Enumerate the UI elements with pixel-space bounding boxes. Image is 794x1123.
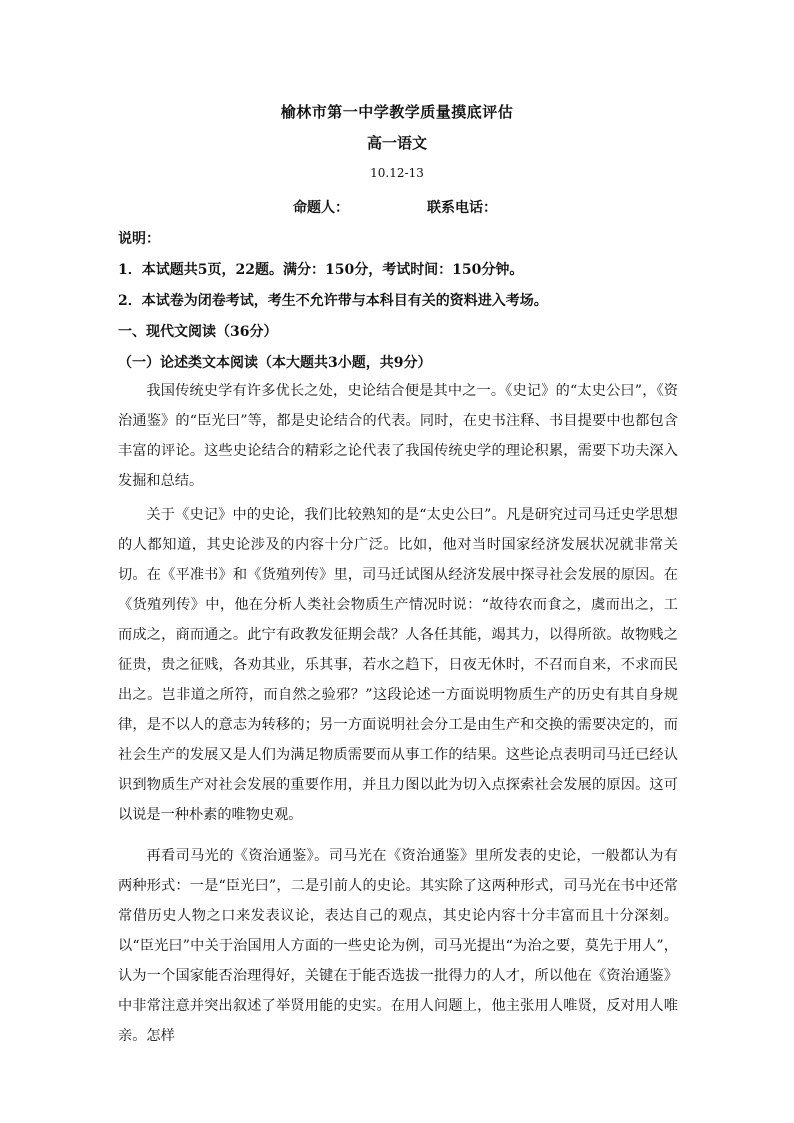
author-label: 命题人： [293,200,349,216]
instruction-item: 2．本试卷为闭卷考试，考生不允许带与本科目有关的资料进入考场。 [118,293,548,309]
body-paragraph: 关于《史记》中的史论，我们比较熟知的是“太史公曰”。凡是研究过司马迁史学思想的人都知道，其史论涉及的内容十分广泛。比如，他对当时国家经济发展状况就非常关切。在《平准书》和《货殖列传》里，司马迁试图从经济发展中探寻社会发展的原因。在《货殖列传》中，他在分析人类社会物质生产情况时说：“故待农而食之，虞而出之，工而成之，商而通之。此宁有政教发征期会哉？人各任其能，竭其力，以得所欲。故物贱之征贵，贵之征贱，各劝其业，乐其事，若水之趋下，日夜无休时，不召而自来，不求而民出之。岂非道之所符，而自然之验邪？”这段论述一方面说明物质生产的历史有其自身规律，是不以人的意志为转移的；另一方面说明社会分工是由生产和交换的需要决定的，而社会生产的发展又是人们为满足物质需要而从事工作的结果。这些论点表明司马迁已经认识到物质生产对社会发展的重要作用，并且力图以此为切入点探索社会发展的原因。这可以说是一种朴素的唯物史观。 [118,507,678,823]
subsection-title: （一）论述类文本阅读（本大题共3小题，共9分） [118,355,432,371]
instructions-heading: 说明： [118,231,160,247]
section-title: 一、现代文阅读（36分） [118,324,278,340]
exam-subject: 高一语文 [366,134,427,152]
phone-label: 联系电话： [427,200,497,216]
body-paragraph: 再看司马光的《资治通鉴》。司马光在《资治通鉴》里所发表的史论，一般都认为有两种形式：一是“臣光曰”，二是引前人的史论。其实除了这两种形式，司马光在书中还常常借历史人物之口来发表议论，表达自己的观点，其史论内容十分丰富而且十分深刻。以“臣光曰”中关于治国用人方面的一些史论为例，司马光提出“为治之要，莫先于用人”，认为一个国家能否治理得好，关键在于能否选拔一批得力的人才，所以他在《资治通鉴》中非常注意并突出叙述了举贤用能的史实。在用人问题上，他主张用人唯贤，反对用人唯亲。怎样 [118,848,678,1044]
instruction-item: 1．本试题共5页，22题。满分：150分，考试时间：150分钟。 [118,262,524,278]
body-paragraph: 我国传统史学有许多优长之处，史论结合便是其中之一。《史记》的“太史公曰”，《资治通鉴》的“臣光曰”等，都是史论结合的代表。同时，在史书注释、书目提要中也都包含丰富的评论。这些史论结合的精彩之论代表了我国传统史学的理论积累，需要下功夫深入发掘和总结。 [118,383,678,489]
exam-title: 榆林市第一中学教学质量摸底评估 [280,103,514,121]
exam-date: 10.12-13 [370,166,424,180]
